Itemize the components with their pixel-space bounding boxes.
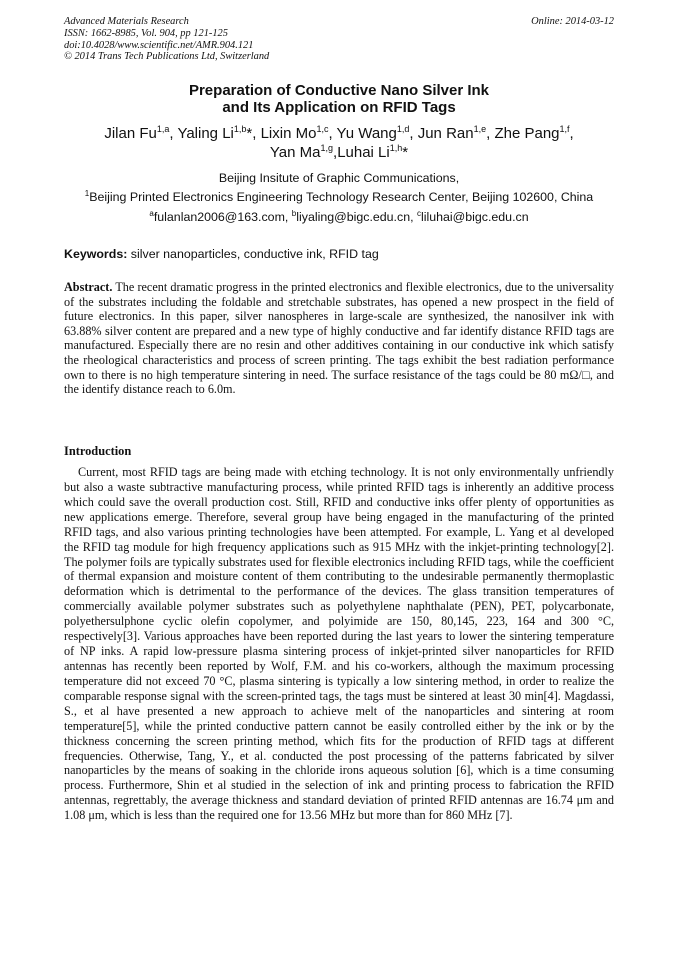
- author-list: [52, 124, 626, 162]
- author: Yu Wang$^{1,d}$,: [336, 124, 418, 142]
- title-line-2: and Its Application on RFID Tags: [222, 99, 456, 116]
- affiliation-institute: Beijing Insitute of Graphic Communications,: [218, 171, 460, 185]
- author: Yan Ma$^{1,g}$,: [269, 143, 338, 161]
- keywords-text: silver nanoparticles, conductive ink, RFID tag: [127, 247, 379, 261]
- email: $^a$fulanlan2006@163.com,: [149, 209, 292, 224]
- copyright-line: © 2014 Trans Tech Publications Ltd, Switzerland: [64, 51, 270, 63]
- affiliation-center: $^1$Beijing Printed Electronics Engineering Technology Research Center, Beijing 102600, China: [84, 189, 594, 204]
- author: Yaling Li$^{1,b}$*,: [177, 124, 261, 142]
- email: $^b$liyaling@bigc.edu.cn,: [291, 209, 417, 224]
- section-heading-introduction: Introduction: [64, 444, 132, 458]
- doi-line: doi:10.4028/www.scientific.net/AMR.904.121: [64, 39, 254, 51]
- journal-name: Advanced Materials Research: [64, 16, 189, 27]
- abstract-text: The recent dramatic progress in the printed electronics and flexible electronics, due to the universality of the substrates including the foldable and stretchable substrates, has opened a new prospect in the field of future electronics. In this paper, silver nanospheres in large-scale are synthesized, the nanosilver ink with 63.88% silver content are prepared and a new type of highly conductive and far identify distance RFID tags are manufactured. Especially there are no resin and other additives containing in our conductive ink which satisfy the rheological characteristics and process of screen printing. The tags exhibit the best radiation performance own to there is no high temperature sintering in need. The surface resistance of the tags could be 80 mΩ/□, and the identify distance reach to 6.0m.: [64, 280, 614, 397]
- keywords-label: Keywords:: [64, 247, 128, 261]
- journal-header: [64, 16, 269, 63]
- introduction-paragraph: Current, most RFID tags are being made with etching technology. It is not only environmentally unfriendly but also a waste subtractive manufacturing process, while printed RFID tags is inherently an additive process which could save the overall production cost. Still, RFID and conductive inks offer plenty of opportunities as new applications emerge. Therefore, several group have being engaged in the manufacturing of the printed RFID tags, and also various printing technologies have been attempted. For example, L. Yang et al developed the RFID tag module for high frequency applications such as 915 MHz with the inkjet-printing technology[2]. The polymer foils are typically substrates used for flexible electronics including RFID tags, while the coefficient of thermal expansion and moisture content of them contributing to the undesirable permanently thermoplastic deformation which is detrimental to the performance of the devices. The glass transition temperatures of commercially available polymer substrates such as polyethylene naphthalate (PEN), PET, polycarbonate, polyethersulphone cyclic olefin copolymer, and polyimide are 150, 80,145, 223, 164 and 300 °C, respectively[3]. Various approaches have been reported during the last years to lower the sintering temperature of NP inks. A rapid low-pressure plasma sintering process of inkjet-printed silver nanoparticles for RFID antennas has recently been reported by Wolf, F.M. and his co-workers, although the maximum processing temperature did not exceed 70 °C, plasma sintering is typically a low sintering method, in order to realize the comparable response signal with the screen-printed tags, the tags must be sintered at least 30 min[4]. Magdassi, S., et al have presented a new approach to achieve melt of the nanoparticles and sintering at room temperature[5], while the printed conductive pattern cannot be easily controlled either by the ink or by the thickness concerning the screen printing method, which fits for the production of RFID tags at different frequencies. Otherwise, Tang, Y., et al. conducted the post processing of the patterns fabricated by silver nanoparticles by the means of soaking in the chloride irons aqueous solution [6], which is a time consuming process. Furthermore, Shin et al studied in the selection of ink and printing process to fabrication the RFID antennas, regrettably, the average thickness and standard deviation of printed RFID antennas are 16.74 μm and 1.08 μm, which is less than the required one for 13.56 MHz but more than for 860 MHz [7].: [64, 465, 614, 823]
- paper-title: [64, 82, 614, 116]
- email: $^c$liluhai@bigc.edu.cn: [416, 209, 529, 224]
- author: Jun Ran$^{1,e}$,: [417, 124, 495, 142]
- title-line-1: Preparation of Conductive Nano Silver Ink: [188, 82, 490, 99]
- online-date: Online: 2014-03-12: [531, 16, 614, 27]
- author: Zhe Pang$^{1,f}$,: [494, 124, 574, 142]
- abstract-label: Abstract.: [64, 280, 113, 294]
- author: Luhai Li$^{1,h}$*: [337, 143, 409, 161]
- keywords: [64, 247, 379, 261]
- author: Lixin Mo$^{1,c}$,: [260, 124, 337, 142]
- author-emails: [64, 210, 614, 224]
- issn-line: ISSN: 1662-8985, Vol. 904, pp 121-125: [64, 27, 228, 39]
- abstract: [64, 280, 614, 397]
- author: Jilan Fu$^{1,a}$,: [104, 124, 178, 142]
